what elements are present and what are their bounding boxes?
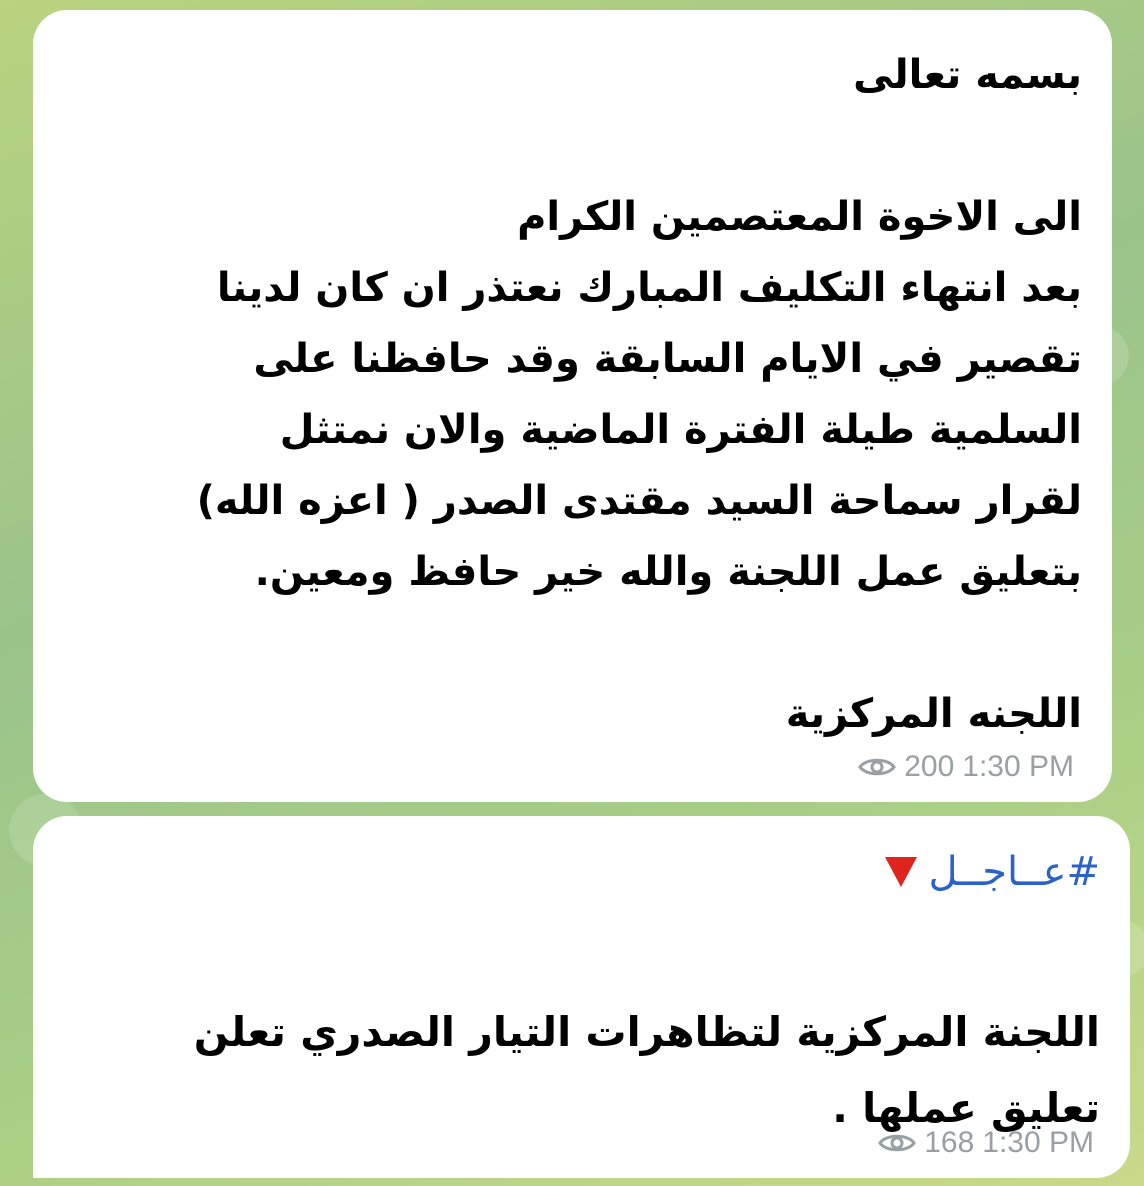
message-text-line: لقرار سماحة السيد مقتدى الصدر ( اعزه الله): [196, 478, 1082, 524]
message-bubble-2[interactable]: [33, 816, 1130, 1178]
message-text-line: تقصير في الايام السابقة وقد حافظنا على: [253, 336, 1082, 382]
message-meta: [878, 1126, 1094, 1160]
message-text-line: الى الاخوة المعتصمين الكرام: [517, 194, 1082, 240]
message-body: [63, 994, 1100, 1146]
message-blank-line: [63, 111, 1082, 182]
message-meta: [858, 750, 1074, 784]
hashtag-link[interactable]: #عــاجــل: [928, 849, 1100, 895]
red-triangle-icon: [885, 857, 917, 887]
message-signature: اللجنه المركزية: [785, 691, 1082, 737]
hashtag-header: [63, 842, 1100, 902]
view-count: 200: [904, 750, 955, 783]
view-count: 168: [924, 1126, 975, 1159]
message-text-line: بتعليق عمل اللجنة والله خير حافظ ومعين.: [254, 549, 1082, 595]
message-text-line: اللجنة المركزية لتظاهرات التيار الصدري تعلن: [193, 1008, 1100, 1056]
message-time: 1:30 PM: [962, 750, 1074, 783]
eye-icon: [878, 1131, 916, 1155]
message-text-line: تعليق عملها .: [832, 1084, 1100, 1132]
message-text-line: بسمه تعالى: [853, 52, 1082, 98]
message-text-line: السلمية طيلة الفترة الماضية والان نمتثل: [279, 407, 1082, 453]
message-time: 1:30 PM: [982, 1126, 1094, 1159]
eye-icon: [858, 755, 896, 779]
message-bubble-1[interactable]: [33, 10, 1112, 802]
message-text-line: بعد انتهاء التكليف المبارك نعتذر ان كان لدينا: [216, 265, 1082, 311]
message-blank-line: [63, 608, 1082, 679]
